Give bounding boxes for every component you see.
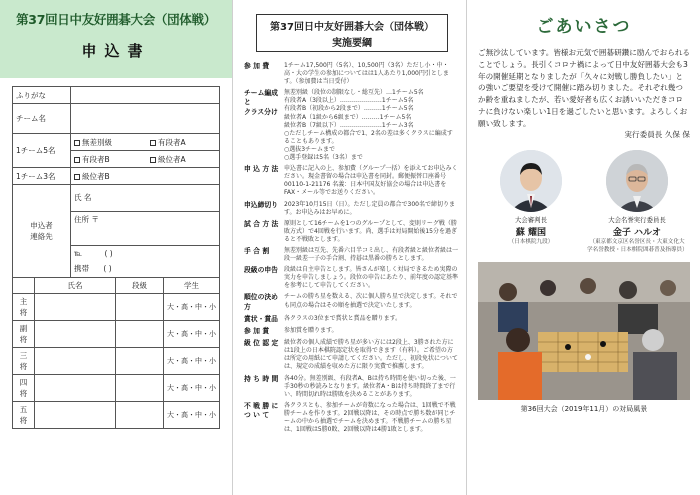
item-label: 持 ち 時 間	[244, 374, 279, 383]
student-options[interactable]: 大・高・中・小	[164, 320, 220, 347]
item-text: 原則として16チームを1つのグループとして、変則リーグ戦（勝敗方式）で4回戦を行います。尚、選手は対局開始後15分を過ぎると不戦敗とします。	[284, 219, 457, 243]
item-text: 1チーム17,500円（5名）、10,500円（3名）ただし小・中・高・大の学生の参加についてはは1人あたり1,000円引とします。（参加費は当日受付）	[284, 62, 449, 86]
member-rank-field[interactable]	[116, 320, 164, 347]
official-card	[587, 150, 687, 254]
checkbox-icon[interactable]	[74, 157, 80, 163]
item-label: 参 加 費	[244, 62, 270, 70]
list-item	[244, 327, 458, 336]
cat-dan-b-option[interactable]: 有段者B	[71, 151, 148, 168]
checkbox-icon[interactable]	[74, 140, 80, 146]
list-item	[244, 339, 458, 371]
item-label: 試 合 方 法	[244, 219, 279, 228]
member-rank-field[interactable]	[116, 347, 164, 374]
item-label: 順位の決め方	[244, 293, 278, 311]
greeting-signer: 実行委員長 久保 保	[624, 130, 690, 140]
item-text: 段級は自主申告とします。皆さんが楽しく対局できるため実際の実力を申告しましょう。段位の申告にあたり、前年度の認定基準を参考にして申告してください。	[284, 266, 459, 290]
item-label: 賞状・賞品	[244, 314, 278, 323]
checkbox-icon[interactable]	[150, 157, 156, 163]
form-title: 申込書	[81, 42, 151, 60]
item-label: 不 戦 勝 に つ い て	[244, 401, 279, 419]
list-item	[244, 62, 458, 86]
official-name: 金子 ハルオ	[612, 228, 662, 239]
position-label: 四 将	[13, 374, 35, 401]
members-table	[12, 278, 220, 429]
greeting-panel	[468, 0, 700, 495]
address-label: 住所 〒	[74, 214, 99, 224]
team-info-table	[12, 86, 220, 185]
mobile-label: 携帯	[74, 264, 89, 274]
checkbox-icon[interactable]	[150, 140, 156, 146]
tel-label: ℡	[74, 248, 83, 258]
tournament-photo	[478, 262, 690, 400]
name-label: 氏 名	[74, 193, 92, 203]
item-label: 申込締切り	[244, 200, 278, 209]
official-role: 大会審判長	[515, 216, 547, 225]
list-item	[244, 89, 458, 162]
table-row	[13, 347, 220, 374]
member-name-field[interactable]	[35, 320, 116, 347]
greeting-text: ご無沙汰しています。皆様お元気で囲碁研鑽に励んでおられることでしょう。長引くコロナ禍によって日中友好囲碁大会も3年の開催延期となりましたが「久々に対戦し勝負したい」との強いご要望を受けて開催に踏み切りました。それぞれ幾つか齢を重ねましたが、若い愛好者も広くお誘いいただきコロナに負けない楽しい1日を過ごしたいと思います。よろしくお願い致します。	[478, 48, 691, 128]
position-label: 三 将	[13, 347, 35, 374]
cat-kyu-b-option[interactable]: 級位者B	[71, 168, 220, 185]
member-name-field[interactable]	[35, 293, 116, 320]
col-rank-header: 段級	[116, 278, 164, 294]
member-name-field[interactable]	[35, 374, 116, 401]
item-label: 申 込 方 法	[244, 165, 279, 174]
list-item	[244, 266, 458, 290]
item-text: 参加賞を贈ります。	[284, 326, 338, 334]
item-text: チームの勝ち星を数える、次に個人勝ち星で決定します。それでも同点の場合はその順を抽選で決定いたします。	[284, 293, 458, 309]
item-text: 級位者の個人成績で勝ち星が多い方には2段上、3勝された方には1段上の日本棋院認定状を取得できます（有料）。ご希望の方は所定の用紙にて申請してください。ただし、初段免状については、規定の成績を収めた方に限り実費で推薦します。	[284, 339, 458, 371]
item-label: 参 加 賞	[244, 326, 270, 335]
official-role: 大会名誉実行委員長	[608, 216, 666, 225]
table-row	[13, 293, 220, 320]
member-rank-field[interactable]	[116, 401, 164, 428]
member-rank-field[interactable]	[116, 374, 164, 401]
five-person-label: 1チーム5名	[13, 134, 71, 168]
mobile-field[interactable]: 携帯 ( )	[71, 261, 220, 277]
outline-tournament-title: 第37回日中友好囲碁大会（団体戦）	[270, 22, 434, 33]
item-text: 無差別級は互先、先番六目半コミ出し、有段者級と級位者級は一段一級差一子の手合割、持碁は黒番の勝ちとします。	[284, 246, 459, 263]
item-text: 各クラスの3位まで賞状と賞品を贈ります。	[284, 314, 402, 322]
cat-dan-a-option[interactable]: 有段者A	[147, 134, 219, 151]
item-text: 各クラスとも、参加チームが奇数になった場合は、1回戦で不戦勝チームを作ります。2回戦以降は、その時点で勝ち数が同じチームの中から抽選でチームを決めます。不戦勝チームの勝ち星は、1回戦は5勝0敗、2回戦以降は4勝1敗とします。	[284, 401, 456, 434]
member-name-field[interactable]	[35, 401, 116, 428]
outline-title: 実施要綱	[332, 38, 372, 49]
furigana-field[interactable]	[71, 87, 220, 104]
col-student-header: 学生	[164, 278, 220, 294]
list-item	[244, 201, 458, 217]
checkbox-icon[interactable]	[74, 174, 80, 180]
applicant-table	[12, 185, 220, 278]
item-label: 手 合 割	[244, 246, 270, 255]
application-form-panel	[0, 0, 233, 495]
item-text: 各40分。無差別級、有段者A、Bは持ち時間を使い切った後、一手30秒の秒読みとなります。級位者A・Bは持ち時間終了まで行い、時間切れ時は勝敗を決めることがあります。	[284, 374, 456, 398]
col-name-header: 氏名	[35, 278, 116, 294]
student-options[interactable]: 大・高・中・小	[164, 374, 220, 401]
outline-title-box	[256, 14, 448, 52]
position-label: 五 将	[13, 401, 35, 428]
furigana-label: ふりがな	[13, 87, 71, 104]
cat-unranked-option[interactable]: 無差別級	[71, 134, 148, 151]
cat-kyu-a-option[interactable]: 級位者A	[147, 151, 219, 168]
item-label: 級 位 認 定	[244, 339, 279, 348]
applicant-name-field[interactable]	[71, 185, 220, 211]
list-item	[244, 293, 458, 311]
photo-caption: 第36回大会（2019年11月）の対局風景	[520, 404, 648, 413]
form-tournament-title: 第37回日中友好囲碁大会（団体戦）	[16, 12, 216, 27]
official-note: （東京都文京区名誉区長・大東文化大学名誉教授・日本棋院囲碁普及指導員）	[587, 239, 688, 253]
table-row	[13, 401, 220, 428]
form-header	[0, 0, 232, 78]
portrait-image	[606, 150, 668, 212]
student-options[interactable]: 大・高・中・小	[164, 401, 220, 428]
member-name-field[interactable]	[35, 347, 116, 374]
item-label: チーム編成と クラス分け	[244, 89, 278, 116]
position-label: 副 将	[13, 320, 35, 347]
position-label: 主 将	[13, 293, 35, 320]
member-rank-field[interactable]	[116, 293, 164, 320]
item-text: 申込書に記入の上、参加費（グループ一括）を添えてお申込みください。現金書留の場合は申込書を同封。郵便振替口座番号00110-1-21176 名義：日本中国友好協会の場合は申込書をFAX・メール等でお送りください。	[284, 165, 458, 197]
list-item	[244, 220, 458, 244]
official-name: 蘇 耀国	[515, 228, 547, 239]
table-row	[13, 320, 220, 347]
official-note: （日本棋院九段）	[508, 239, 554, 246]
list-item	[244, 402, 458, 434]
official-card	[481, 150, 581, 254]
officials	[478, 150, 690, 254]
applicant-label: 申込者 連絡先	[13, 185, 71, 277]
item-text: 2023年10月15日（日）。ただし定員の都合で300名で締切ります。お申込みはお早めに。	[284, 200, 455, 216]
three-person-label: 1チーム3名	[13, 168, 71, 185]
list-item	[244, 375, 458, 399]
portrait-image	[500, 150, 562, 212]
application-form	[12, 86, 220, 429]
outline-panel	[234, 0, 467, 495]
tel-field[interactable]: ℡ ( )	[71, 245, 220, 261]
table-row	[13, 374, 220, 401]
team-name-label: チーム名	[13, 104, 71, 134]
address-field[interactable]	[71, 211, 220, 245]
student-options[interactable]: 大・高・中・小	[164, 293, 220, 320]
item-label: 段級の申告	[244, 266, 278, 275]
item-text: 無差別級（段位の制限なし・総互先）…1チーム5名 有段者A（3段以上）…………………1チーム5名 有段者B（初段から2段まで）………1チーム5名 級位者A（1級から6級まで）………1チーム5名 級位者B（7級以下）…………………1チーム3名 ○ただしチーム構成の都合で1、2名の差は多くクラスに編成することもあります。 ○選抜3チームまで ○選手登録は5名（3名）まで	[284, 89, 453, 162]
team-name-field[interactable]	[71, 104, 220, 134]
list-item	[244, 247, 458, 263]
list-item	[244, 315, 458, 324]
student-options[interactable]: 大・高・中・小	[164, 347, 220, 374]
outline-list	[244, 62, 458, 434]
list-item	[244, 165, 458, 197]
greeting-title: ごあいさつ	[536, 17, 632, 37]
